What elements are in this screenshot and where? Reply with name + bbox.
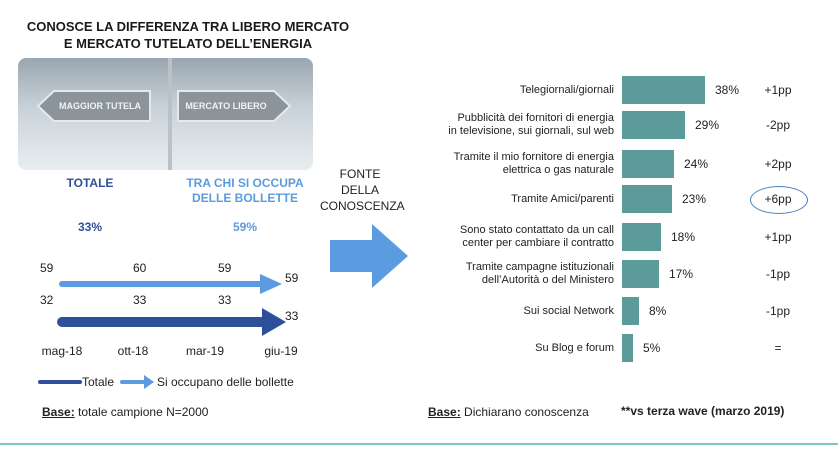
- bollette-header-line-1: TRA CHI SI OCCUPA: [186, 176, 304, 190]
- bar-value-7: 5%: [643, 341, 661, 355]
- delta-highlight-circle: [750, 186, 808, 214]
- delta-0: +1pp: [764, 83, 792, 97]
- category-label-1-line-1: in televisione, sui giornali, sul web: [448, 125, 614, 137]
- category-label-0: [400, 84, 614, 97]
- x-tick-2: mar-19: [185, 344, 225, 358]
- bar-7: [622, 334, 633, 362]
- data-label-totale-1: 33: [133, 293, 147, 307]
- category-label-3: [400, 193, 614, 206]
- sign-right-label: MERCATO LIBERO: [185, 101, 267, 111]
- category-label-1: [400, 112, 614, 138]
- x-tick-1: ott-18: [117, 344, 149, 358]
- legend-totale-swatch: [30, 374, 130, 390]
- data-label-bollette-3: 59: [285, 271, 299, 285]
- delta-5: -1pp: [765, 267, 791, 281]
- bar-5: [622, 260, 659, 288]
- data-label-bollette-1: 60: [133, 261, 147, 275]
- delta-7: =: [774, 341, 782, 355]
- bar-1: [622, 111, 685, 139]
- trend-chart: [0, 250, 330, 370]
- data-label-bollette-2: 59: [218, 261, 232, 275]
- x-tick-0: mag-18: [41, 344, 83, 358]
- signpost-drawing: [18, 58, 313, 170]
- x-tick-3: giu-19: [264, 344, 298, 358]
- bar-value-2: 24%: [684, 157, 709, 171]
- category-label-7: [400, 342, 614, 355]
- series-arrowhead-bollette: [260, 274, 282, 294]
- fonte-line-1: FONTE: [339, 167, 381, 181]
- bar-value-5: 17%: [669, 267, 694, 281]
- source-bar-chart: [400, 60, 838, 380]
- bar-0: [622, 76, 705, 104]
- title-line-1: CONOSCE LA DIFFERENZA TRA LIBERO MERCATO: [26, 19, 350, 34]
- legend-bollette-label: Si occupano delle bollette: [157, 375, 294, 389]
- series-arrowhead-totale: [262, 308, 286, 336]
- bollette-pct: 59%: [232, 220, 258, 234]
- base-left-label: Base:: [42, 405, 75, 419]
- bar-value-0: 38%: [715, 83, 740, 97]
- category-label-4-line-1: center per cambiare il contratto: [462, 237, 614, 249]
- sign-left-label: MAGGIOR TUTELA: [59, 101, 141, 111]
- data-label-bollette-0: 59: [40, 261, 54, 275]
- delta-4: +1pp: [764, 230, 792, 244]
- bar-4: [622, 223, 661, 251]
- category-label-4-line-0: Sono stato contattato da un call: [459, 224, 614, 236]
- bollette-header: [165, 176, 325, 206]
- category-label-5: [400, 261, 614, 287]
- category-label-7-line-0: Su Blog e forum: [535, 341, 614, 354]
- category-label-3-line-0: Tramite Amici/parenti: [511, 192, 614, 205]
- category-label-2-line-0: Tramite il mio fornitore di energia: [453, 151, 614, 163]
- category-label-0-line-0: Telegiornali/giornali: [519, 83, 614, 96]
- category-label-5-line-0: Tramite campagne istituzionali: [465, 261, 614, 273]
- base-right: [428, 405, 589, 419]
- category-label-2-line-1: elettrica o gas naturale: [502, 164, 614, 176]
- category-label-2: [400, 151, 614, 177]
- bar-value-3: 23%: [682, 192, 707, 206]
- bar-value-1: 29%: [695, 118, 720, 132]
- fonte-line-3: CONOSCENZA: [320, 199, 405, 213]
- legend-bollette-swatch: [120, 372, 160, 392]
- bar-6: [622, 297, 639, 325]
- wave-note: **vs terza wave (marzo 2019): [621, 404, 785, 418]
- chart-title: [18, 18, 358, 52]
- category-label-5-line-1: dell’Autorità o del Ministero: [481, 274, 614, 286]
- base-left: [42, 405, 208, 419]
- delta-3: +6pp: [764, 192, 792, 206]
- category-label-6: [400, 305, 614, 318]
- delta-6: -1pp: [765, 304, 791, 318]
- totale-pct: 33%: [77, 220, 103, 234]
- base-right-text: Dichiarano conoscenza: [460, 405, 589, 419]
- signpost-image: [18, 58, 313, 170]
- delta-2: +2pp: [764, 157, 792, 171]
- bar-value-4: 18%: [671, 230, 696, 244]
- legend-totale-label: Totale: [82, 375, 115, 389]
- base-left-text: totale campione N=2000: [74, 405, 209, 419]
- totale-header: TOTALE: [66, 176, 114, 190]
- fonte-line-2: DELLA: [340, 183, 380, 197]
- footer-divider: [0, 443, 838, 445]
- title-line-2: E MERCATO TUTELATO DELL’ENERGIA: [63, 36, 313, 51]
- fonte-label: [320, 166, 405, 214]
- data-label-totale-0: 32: [40, 293, 54, 307]
- category-label-1-line-0: Pubblicità dei fornitori di energia: [457, 112, 614, 124]
- bar-2: [622, 150, 674, 178]
- bar-value-6: 8%: [649, 304, 667, 318]
- base-right-label: Base:: [428, 405, 461, 419]
- category-label-6-line-0: Sui social Network: [523, 304, 614, 317]
- data-label-totale-3: 33: [285, 309, 299, 323]
- delta-1: -2pp: [765, 118, 791, 132]
- bollette-header-line-2: DELLE BOLLETTE: [192, 191, 298, 205]
- category-label-4: [400, 224, 614, 250]
- bar-3: [622, 185, 672, 213]
- data-label-totale-2: 33: [218, 293, 232, 307]
